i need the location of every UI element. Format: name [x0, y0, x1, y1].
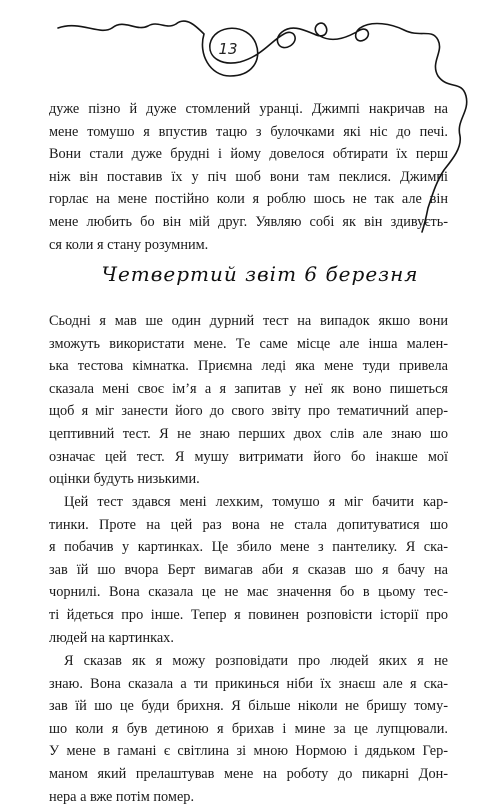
text-line: зможуть використати мене. Те саме місце але інша мален- — [49, 335, 448, 352]
text-line: зав їй шо це буди брихня. Я більше ніколи не бришу тому- — [49, 698, 448, 715]
text-line: я побачив у картинках. Це збило мене з пантелику. Я ска- — [49, 539, 448, 556]
text-line: ька тестова кімнатка. Приємна леді яка мене туди привела — [49, 358, 448, 375]
text-line: щоб я міг занести його до свого звіту про тематичний апер- — [49, 403, 448, 420]
text-line: мене томушо я впустив тацю з булочками які ніс до печі. — [49, 123, 448, 140]
text-line: цептивний тест. Я не знаю перших двох слів але знаю шо — [49, 425, 448, 442]
text-line: оцінки будуть низькими. — [49, 471, 200, 488]
text-line: дуже пізно й дуже стомлений уранці. Джимпі накричав на — [49, 101, 448, 117]
section-heading: Четвертий звіт 6 березня — [101, 262, 419, 286]
text-line: чорнилі. Вона сказала це не має значення бо в цьому тес- — [49, 584, 448, 601]
text-line: горлає на мене постійно коли я роблю шось не так але він — [49, 191, 448, 208]
text-line: ся коли я стану розумним. — [49, 236, 209, 253]
text-line: сказала мені своє ім’я а я запитав у неї як воно пишеться — [49, 380, 448, 397]
text-line: ті йдеться про інше. Тепер я повинен розповісти історії про — [49, 606, 448, 623]
paragraph-2 — [49, 491, 448, 649]
page-number: 13 — [218, 40, 238, 58]
text-line: означає цей тест. Я мушу витримати його бо інакше мої — [49, 448, 448, 465]
text-line: знаю. Вона сказала а ти прикинься ніби їх знаєш але я ска- — [49, 675, 448, 692]
text-line: мене любить бо він мій друг. Уявляю собі як він здивуєть- — [49, 213, 448, 230]
text-line: нера а вже потім помер. — [49, 788, 195, 805]
text-line: ніж він поставив їх у піч шоб вони там пеклися. Джимпі — [49, 168, 448, 185]
paragraph-top — [49, 98, 448, 256]
text-line: тинки. Проте на цей раз вона не стала допитуватися шо — [49, 516, 448, 533]
paragraph-3 — [49, 650, 448, 808]
text-line: Вони стали дуже брудні і йому довелося обтирати їх перш — [49, 146, 448, 163]
text-line: маном який прелаштував мене на роботу до пикарні Дон- — [49, 765, 448, 782]
text-line: шо коли я був детиною я брихав і мине за це лупцювали. — [49, 720, 448, 737]
text-line: зав їй шо вчора Берт вимагав аби я сказав шо я бачу на — [49, 561, 448, 578]
text-line: людей на картинках. — [49, 629, 174, 646]
text-line: Я сказав як я можу розповідати про людей яких я не — [64, 653, 448, 669]
text-line: У мене в гамані є світлина зі мною Нормою і дядьком Гер- — [49, 743, 448, 760]
text-line: Сьодні я мав ше один дурний тест на випадок якшо вони — [49, 313, 448, 329]
paragraph-1 — [49, 310, 448, 491]
text-line: Цей тест здався мені лехким, томушо я міг бачити кар- — [64, 494, 448, 510]
